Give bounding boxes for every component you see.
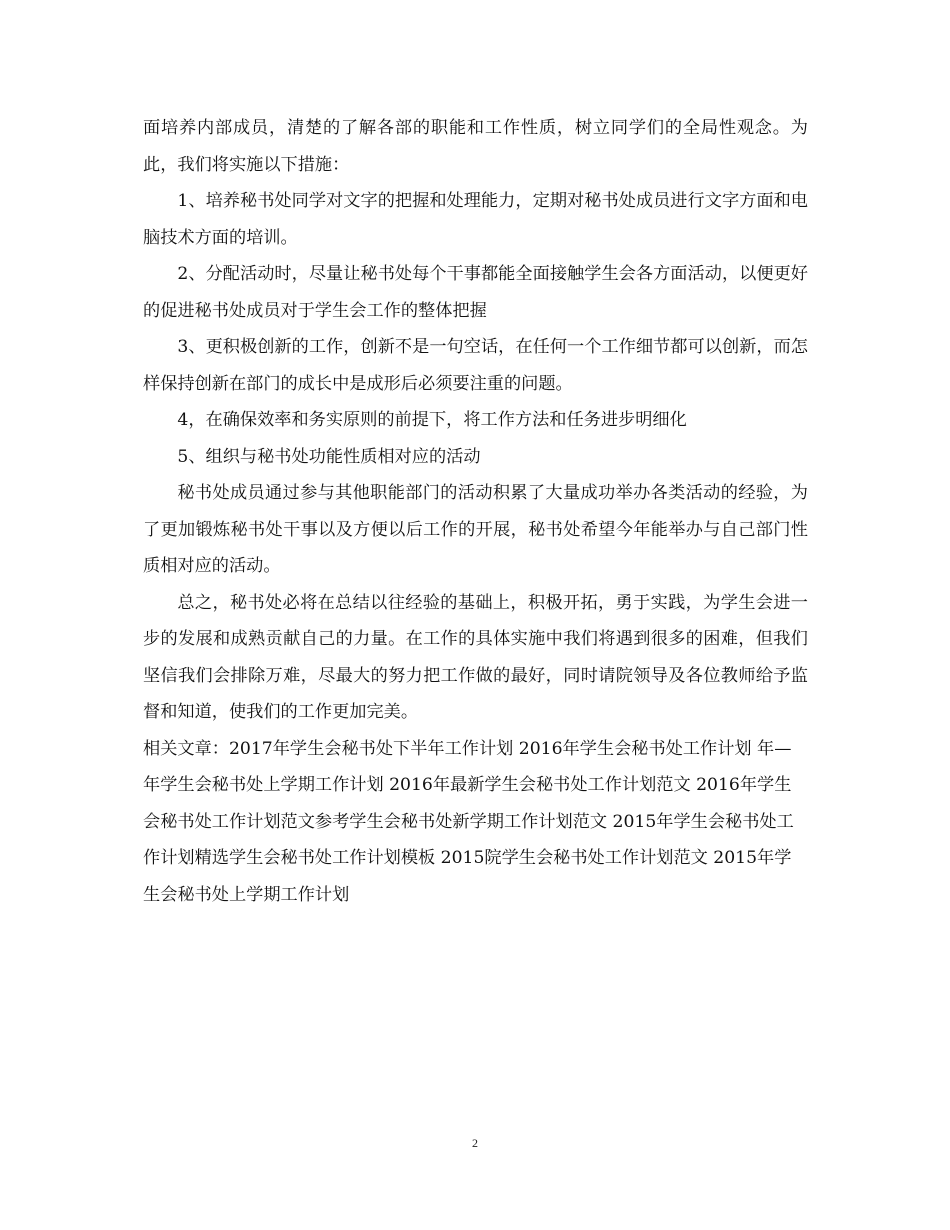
page-number: 2 [472, 1136, 478, 1150]
related-articles-label: 相关文章： [143, 738, 229, 759]
related-articles-links[interactable]: 2017年学生会秘书处下半年工作计划 2016年学生会秘书处工作计划 年—年学生会秘书处上学期工作计划 2016年最新学生会秘书处工作计划范文 2016年学生会秘书处工作计划范文参考学生会秘书处新学期工作计划范文 2015年学生会秘书处工作计划精选学生会秘书处工作计划模板 2015院学生会秘书处工作计划范文 2015年学生会秘书处上学期工作计划 [143, 738, 794, 905]
paragraph-intro-continuation: 面培养内部成员，清楚的了解各部的职能和工作性质，树立同学们的全局性观念。为此，我们将实施以下措施： [143, 118, 808, 175]
paragraph-measure-5: 5、组织与秘书处功能性质相对应的活动 [177, 446, 481, 467]
paragraph-measure-4: 4，在确保效率和务实原则的前提下，将工作方法和任务进步明细化 [177, 410, 687, 430]
paragraph-measure-3: 3、更积极创新的工作，创新不是一句空话，在任何一个工作细节都可以创新，而怎样保持创新在部门的成长中是成形后必须要注重的问题。 [143, 337, 808, 394]
document-body [143, 110, 808, 913]
paragraph-measure-1: 1、培养秘书处同学对文字的把握和处理能力，定期对秘书处成员进行文字方面和电脑技术方面的培训。 [143, 191, 808, 248]
paragraph-measure-2: 2、分配活动时，尽量让秘书处每个干事都能全面接触学生会各方面活动，以便更好的促进秘书处成员对于学生会工作的整体把握 [143, 264, 808, 321]
paragraph-activities: 秘书处成员通过参与其他职能部门的活动积累了大量成功举办各类活动的经验，为了更加锻炼秘书处干事以及方便以后工作的开展，秘书处希望今年能举办与自己部门性质相对应的活动。 [143, 483, 808, 576]
related-articles [143, 731, 808, 914]
paragraph-conclusion: 总之，秘书处必将在总结以往经验的基础上，积极开拓，勇于实践，为学生会进一步的发展和成熟贡献自己的力量。在工作的具体实施中我们将遇到很多的困难，但我们坚信我们会排除万难，尽最大的努力把工作做的最好，同时请院领导及各位教师给予监督和知道，使我们的工作更加完美。 [143, 592, 808, 722]
